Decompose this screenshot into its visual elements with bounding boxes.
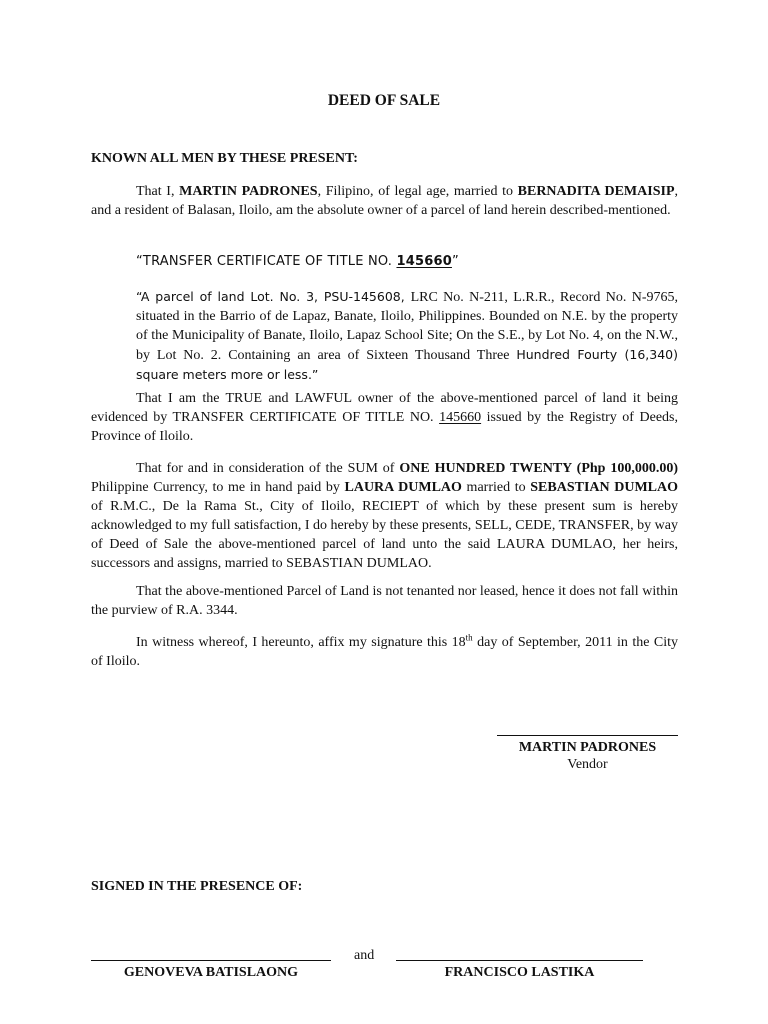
vendor-name: MARTIN PADRONES <box>179 184 318 199</box>
consideration-paragraph <box>91 459 678 573</box>
tct-prefix: “TRANSFER CERTIFICATE OF TITLE NO. <box>136 254 397 269</box>
sale-sum: ONE HUNDRED TWENTY (Php 100,000.00) <box>399 461 678 476</box>
p3-text-b: Philippine Currency, to me in hand paid by <box>91 480 345 495</box>
tct-heading <box>136 252 459 271</box>
tct-suffix: ” <box>451 254 459 269</box>
witness-and: and <box>354 948 375 963</box>
ordinal-suffix: th <box>465 632 473 643</box>
known-all-men-heading: KNOWN ALL MEN BY THESE PRESENT: <box>91 151 358 166</box>
buyer-spouse-name: SEBASTIAN DUMLAO <box>530 480 679 495</box>
p1-text-b: , Filipino, of legal age, married to <box>317 184 518 199</box>
lawful-owner-paragraph <box>91 389 678 446</box>
vendor-signature-line <box>497 735 678 736</box>
p1-text-a: That I, <box>136 184 180 199</box>
p4-text: That the above-mentioned Parcel of Land is not tenanted nor leased, hence it does not fall within the purview of R.A. 3344. <box>91 584 678 618</box>
p2-text-a: That I am the TRUE and LAWFUL owner of the above-mentioned parcel of land it being evidenced by TRANSFER CERTIFICATE OF TITLE NO. <box>91 391 678 425</box>
p2-text-b: issued by the Registry of Deeds, Province of Iloilo. <box>91 410 678 444</box>
signed-presence-heading: SIGNED IN THE PRESENCE OF: <box>91 879 303 894</box>
p3-text-d: of R.M.C., De la Rama St., City of Iloilo, RECIEPT of which by these present sum is hereby acknowledged to my full satisfaction, I do hereby by these presents, SELL, CEDE, TRANSFER, by way of Deed of Sale the above-mentioned parcel of land unto the said LAURA DUMLAO, her heirs, successors and assigns, married to SEBASTIAN DUMLAO. <box>91 499 678 571</box>
p5-text-b: day of September, 2011 in the City of Iloilo. <box>91 635 678 669</box>
p2-tct-number: 145660 <box>439 410 482 425</box>
witness-left-signature-line <box>91 960 331 961</box>
vendor-signature-name: MARTIN PADRONES <box>518 740 657 755</box>
p5-text-a: In witness whereof, I hereunto, affix my signature this 18 <box>136 635 466 650</box>
p1-text-c: , and a resident of Balasan, Iloilo, am the absolute owner of a parcel of land herein described-mentioned. <box>91 184 678 218</box>
witness-left-name: GENOVEVA BATISLAONG <box>123 965 299 980</box>
tenancy-paragraph <box>91 582 678 620</box>
document-title: DEED OF SALE <box>327 92 441 109</box>
desc-typed: LRC No. N-211, L.R.R., Record No. N-9765, situated in the Barrio of de Lapaz, Banate, Iloilo, Philippines. Bounded on N.E. by the property of the Municipality of Banate, Iloilo, Lapaz School Site; On the S.E., by Lot No. 4, on the N.W., by Lot No. 2. Containing an area of Sixteen Thousand Three <box>136 290 678 363</box>
vendor-role: Vendor <box>567 757 608 772</box>
p3-text-c: married to <box>461 480 531 495</box>
spouse-name: BERNADITA DEMAISIP <box>517 184 675 199</box>
witness-right-signature-line <box>396 960 643 961</box>
witness-right-name: FRANCISCO LASTIKA <box>444 965 595 980</box>
desc-handwritten-end: Hundred Fourty (16,340) square meters more or less.” <box>136 347 679 382</box>
buyer-name: LAURA DUMLAO <box>344 480 462 495</box>
p3-text-a: That for and in consideration of the SUM of <box>136 461 400 476</box>
witness-paragraph <box>91 633 678 671</box>
desc-handwritten-start: “A parcel of land Lot. No. 3, PSU-145608, <box>136 289 411 304</box>
ownership-paragraph <box>91 182 678 220</box>
tct-number: 145660 <box>396 254 452 269</box>
land-description <box>136 287 678 385</box>
